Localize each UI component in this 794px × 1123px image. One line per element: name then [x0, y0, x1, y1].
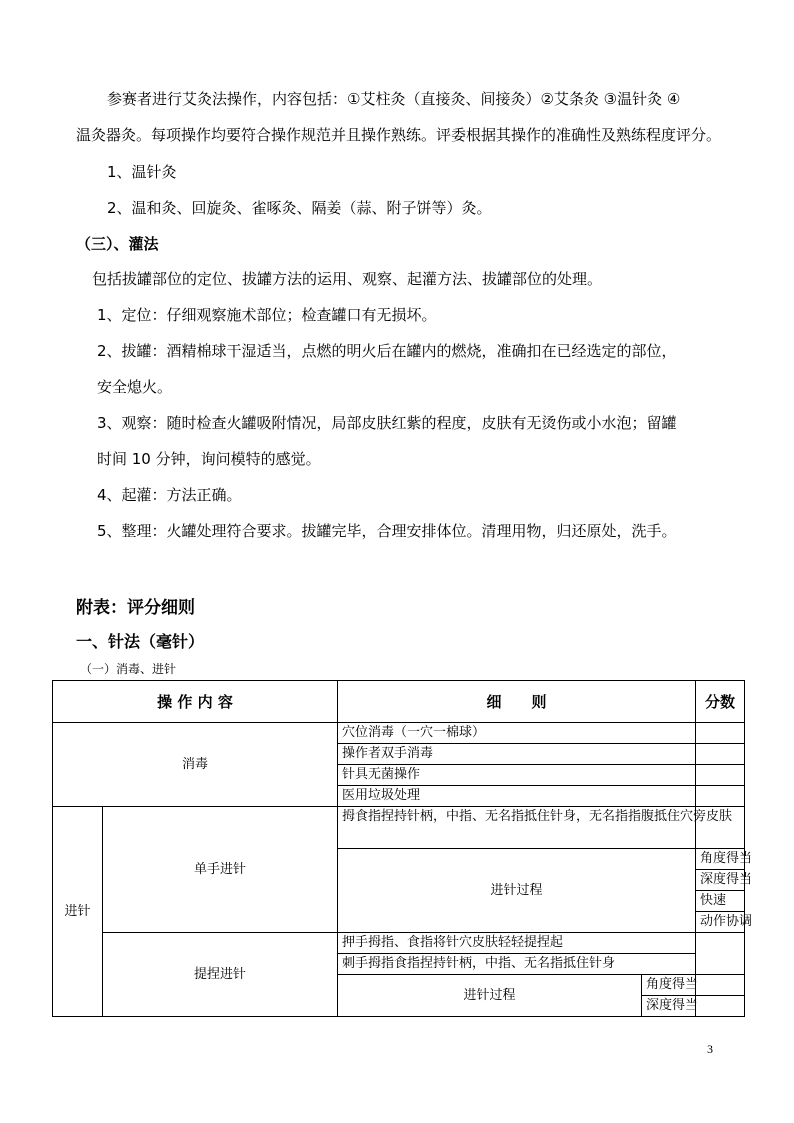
list-item: 1、温针灸: [107, 163, 177, 181]
intro-line-2: 温灸器灸。每项操作均要符合操作规范并且操作熟练。评委根据其操作的准确性及熟练程度评分。: [76, 126, 722, 144]
table-row: [53, 723, 745, 744]
appendix-title: 附表：评分细则: [76, 598, 195, 618]
process-label: 进针过程: [338, 849, 696, 933]
score-cell[interactable]: [696, 975, 745, 996]
criterion-cell: [338, 954, 696, 975]
table-row: [53, 933, 745, 954]
disinfect-label: 消毒: [53, 723, 338, 807]
score-cell[interactable]: [696, 744, 745, 765]
single-hand-label: 单手进针: [103, 807, 338, 933]
appendix-subtitle: 一、针法（毫针）: [76, 632, 205, 651]
section-heading: （三）、灌法: [76, 235, 159, 253]
list-item-continued: 安全熄火。: [97, 378, 173, 396]
criterion-cell: 动作协调: [696, 912, 745, 933]
criterion-cell: [338, 933, 696, 954]
list-item: 2、拔罐：酒精棉球干湿适当，点燃的明火后在罐内的燃烧，准确扣在已经选定的部位，: [97, 342, 677, 360]
process-label: 进针过程: [338, 975, 642, 1017]
table-header-row: [53, 681, 745, 723]
score-cell[interactable]: [696, 723, 745, 744]
section-intro: 包括拔罐部位的定位、拔罐方法的运用、观察、起灌方法、拔罐部位的处理。: [92, 270, 603, 288]
criterion-cell: 角度得当: [696, 849, 745, 870]
criterion-cell: 角度得当: [642, 975, 696, 996]
header-score: 分数: [696, 681, 745, 723]
header-operation: 操 作 内 容: [53, 681, 338, 723]
criterion-cell: 操作者双手消毒: [338, 744, 696, 765]
list-item: 5、整理：火罐处理符合要求。拔罐完毕，合理安排体位。清理用物，归还原处，洗手。: [97, 522, 677, 540]
criterion-cell: 快速: [696, 891, 745, 912]
criterion-cell: 深度得当: [642, 996, 696, 1017]
list-item: 3、观察：随时检查火罐吸附情况，局部皮肤红紫的程度，皮肤有无烫伤或小水泡；留罐: [97, 414, 677, 432]
pinch-label: 提捏进针: [103, 933, 338, 1017]
list-item-continued: 时间 10 分钟，询问模特的感觉。: [97, 450, 321, 468]
score-cell[interactable]: [696, 996, 745, 1017]
criterion-cell: 穴位消毒（一穴一棉球）: [338, 723, 696, 744]
criterion-cell: 深度得当: [696, 870, 745, 891]
list-item: 4、起灌：方法正确。: [97, 486, 242, 504]
table-caption: （一）消毒、进针: [80, 662, 177, 676]
intro-line-1: 参赛者进行艾灸法操作，内容包括：①艾柱灸（直接灸、间接灸）②艾条灸 ③温针灸 ④: [107, 90, 681, 108]
criterion-cell: 针具无菌操作: [338, 765, 696, 786]
criterion-line: 押手拇指、食指将针穴皮肤轻轻提捏起: [342, 935, 564, 950]
score-cell[interactable]: [696, 765, 745, 786]
criterion-cell: 医用垃圾处理: [338, 786, 696, 807]
scoring-table: [52, 680, 753, 1017]
criterion-cell: 拇食指捏持针柄，中指、无名指抵住针身，无名指指腹抵住穴旁皮肤: [338, 807, 696, 849]
score-cell[interactable]: [696, 933, 745, 975]
list-item: 1、定位：仔细观察施术部位；检查罐口有无损坏。: [97, 306, 437, 324]
list-item: 2、温和灸、回旋灸、雀啄灸、隔姜（蒜、附子饼等）灸。: [107, 199, 492, 217]
header-details: 细 则: [338, 681, 696, 723]
insert-label: 进针: [53, 807, 103, 1017]
table-row: [53, 807, 745, 849]
score-cell[interactable]: [696, 786, 745, 807]
criterion-line: 刺手拇指食指捏持针柄，中指、无名指抵住针身: [342, 956, 616, 971]
page-number: 3: [707, 1042, 713, 1056]
